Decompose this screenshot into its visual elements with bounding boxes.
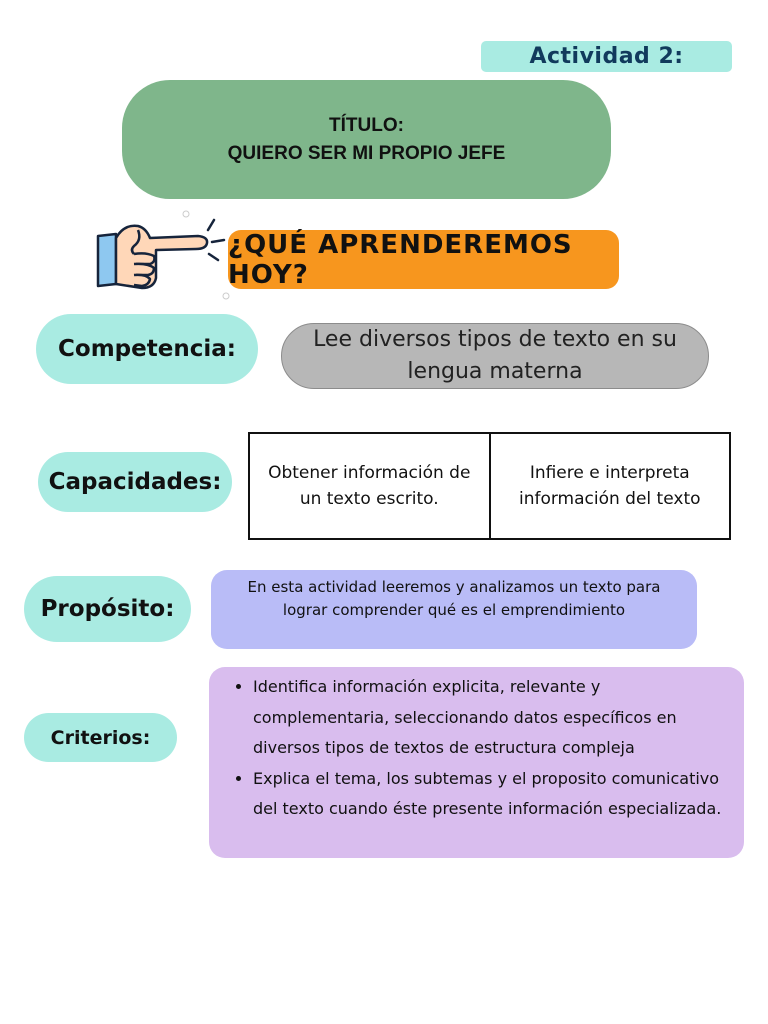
competencia-label: Competencia: [36,314,258,384]
capacidad-cell: Obtener información de un texto escrito. [268,463,471,509]
capacidad-cell: Infiere e interpreta información del texto [489,434,730,538]
proposito-text: En esta actividad leeremos y analizamos un texto para lograr comprender qué es el emprendimiento [211,570,697,649]
title-text: QUIERO SER MI PROPIO JEFE [227,142,506,164]
criterios-box [209,667,744,858]
criterios-list [231,672,730,825]
criterio-item: • Explica el tema, los subtemas y el proposito comunicativo del texto cuando éste presente información especializada. [253,764,730,825]
title-box [122,80,611,199]
capacidades-table [248,432,731,540]
criterios-label: Criterios: [24,713,177,762]
pointing-hand-icon [94,208,234,304]
proposito-label: Propósito: [24,576,191,642]
criterio-item: • Identifica información explicita, relevante y complementaria, seleccionando datos específicos en diversos tipos de textos de estructura compleja [253,672,730,764]
competencia-text: Lee diversos tipos de texto en su lengua materna [281,323,709,389]
activity-label: Actividad 2: [481,41,732,72]
learn-banner: ¿QUÉ APRENDEREMOS HOY? [228,230,619,289]
title-label: TÍTULO: [329,114,404,136]
capacidades-label: Capacidades: [38,452,232,512]
